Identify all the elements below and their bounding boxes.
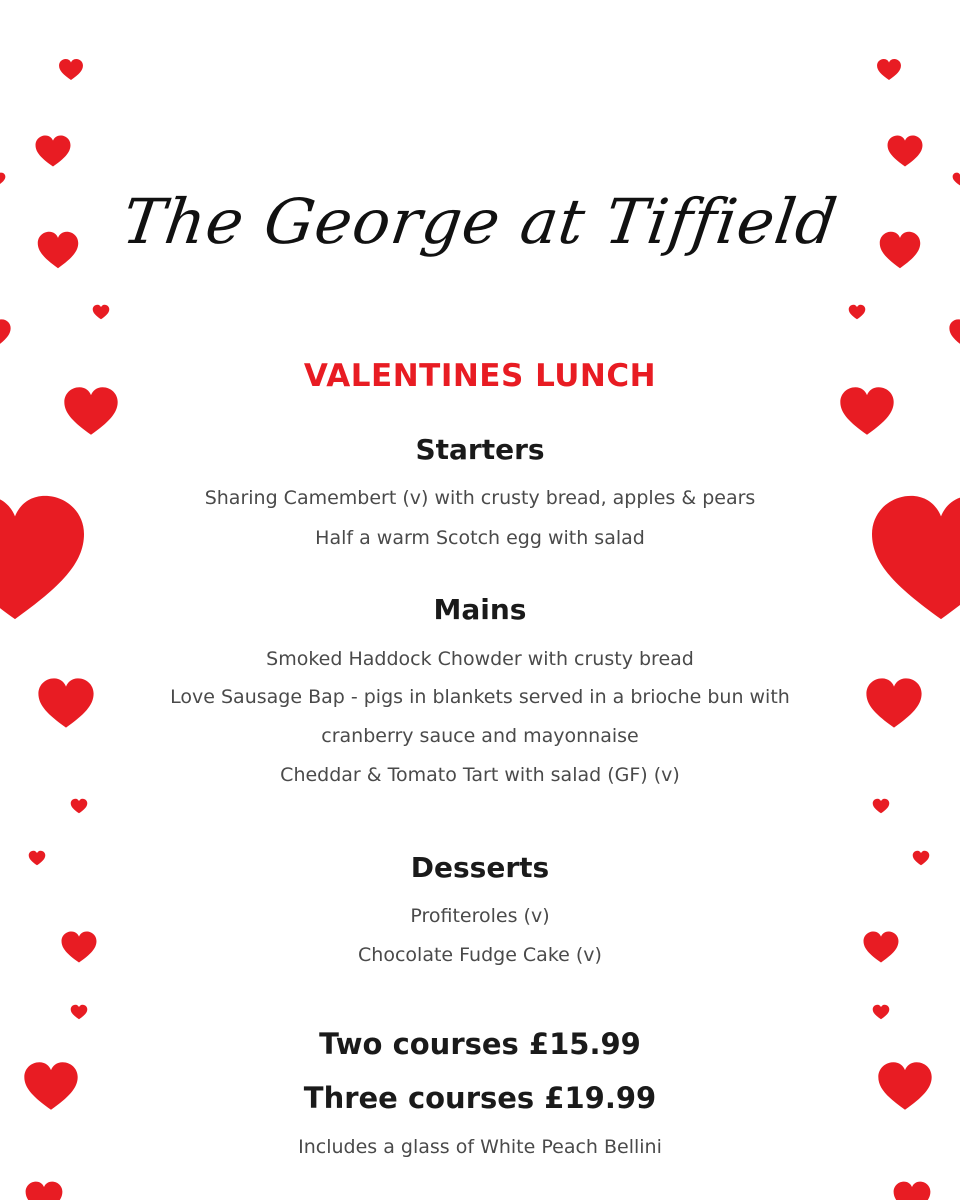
- starters-heading: Starters: [415, 433, 545, 466]
- two-courses-price: Two courses £15.99: [319, 1027, 641, 1061]
- desserts-heading: Desserts: [410, 851, 550, 884]
- main-item: Smoked Haddock Chowder with crusty bread: [266, 648, 694, 670]
- heart-icon: [0, 318, 12, 349]
- heart-icon: [886, 134, 924, 168]
- venue-title: The George at Tiffield: [118, 185, 843, 258]
- heart-icon: [24, 1180, 64, 1200]
- starter-item: Half a warm Scotch egg with salad: [315, 527, 645, 549]
- main-item: Cheddar & Tomato Tart with salad (GF) (v): [280, 764, 680, 786]
- heart-icon: [36, 676, 96, 730]
- includes-note: Includes a glass of White Peach Bellini: [298, 1136, 662, 1158]
- heart-icon: [0, 172, 6, 186]
- starter-item: Sharing Camembert (v) with crusty bread, apples & pears: [204, 487, 756, 509]
- heart-icon: [36, 230, 80, 270]
- mains-heading: Mains: [433, 593, 527, 626]
- heart-icon: [878, 230, 922, 270]
- heart-icon: [34, 134, 72, 168]
- main-item: cranberry sauce and mayonnaise: [321, 725, 639, 747]
- heart-icon: [848, 304, 866, 320]
- heart-icon: [872, 798, 890, 814]
- heart-icon: [952, 172, 960, 186]
- heart-icon: [872, 1004, 890, 1020]
- heart-icon: [70, 798, 88, 814]
- heart-icon: [60, 930, 98, 964]
- event-title: VALENTINES LUNCH: [303, 358, 657, 394]
- heart-icon: [948, 318, 960, 349]
- heart-icon: [862, 930, 900, 964]
- heart-icon: [92, 304, 110, 320]
- dessert-item: Chocolate Fudge Cake (v): [358, 944, 602, 966]
- heart-icon: [892, 1180, 932, 1200]
- three-courses-price: Three courses £19.99: [303, 1081, 657, 1115]
- heart-icon: [864, 676, 924, 730]
- heart-icon: [876, 58, 902, 81]
- heart-icon: [70, 1004, 88, 1020]
- dessert-item: Profiteroles (v): [410, 905, 550, 927]
- main-item: Love Sausage Bap - pigs in blankets served in a brioche bun with: [170, 686, 790, 708]
- heart-icon: [58, 58, 84, 81]
